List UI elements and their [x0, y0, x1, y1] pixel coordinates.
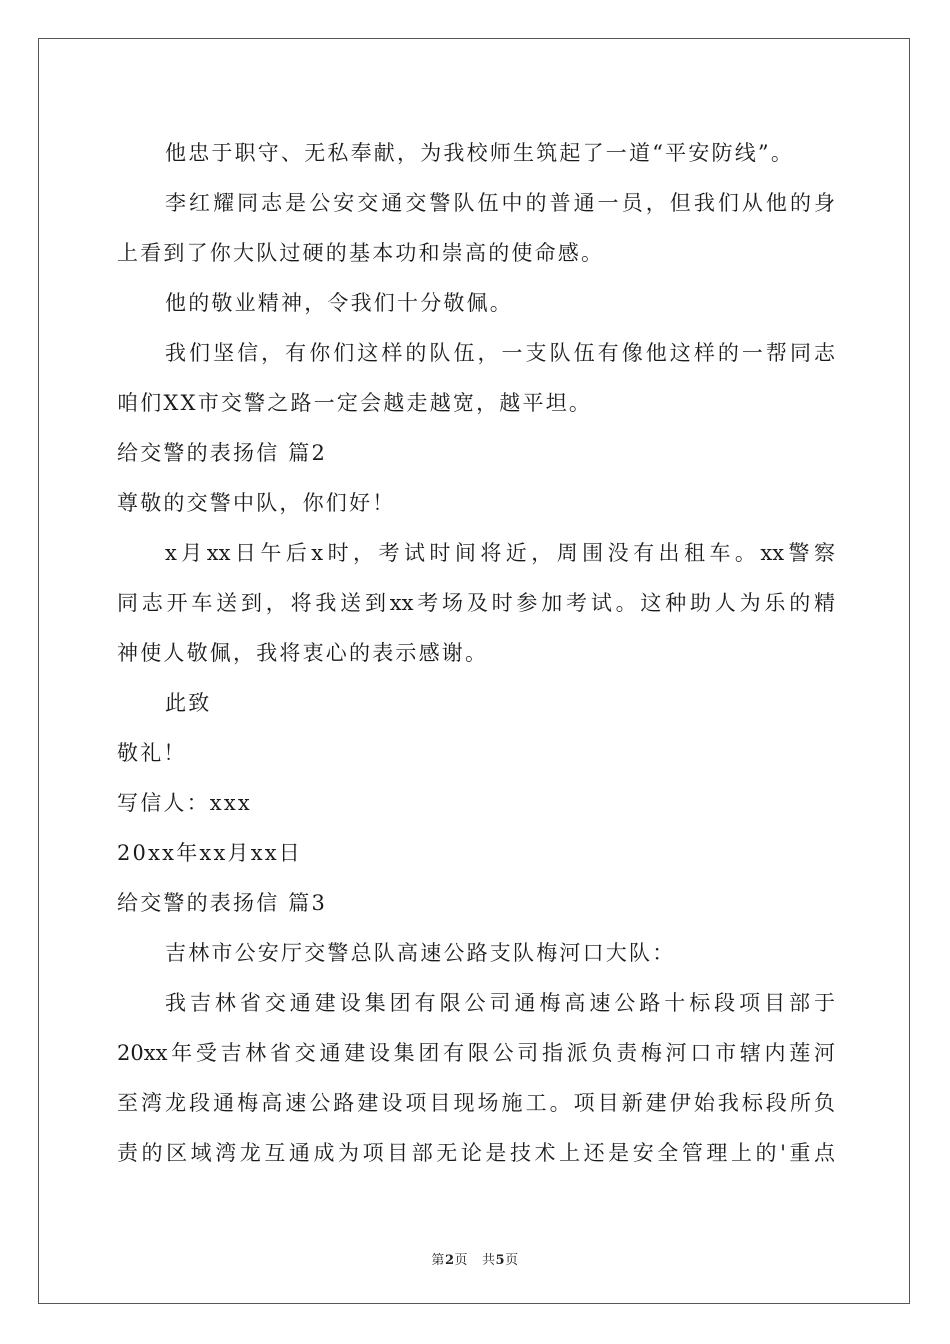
salutation: 吉林市公安厅交警总队高速公路支队梅河口大队：: [165, 941, 676, 965]
paragraph-line: 神使人敬佩，我将衷心的表示感谢。: [117, 641, 489, 665]
section-heading: 给交警的表扬信 篇2: [117, 441, 328, 465]
signature-writer: 写信人：xxx: [117, 791, 252, 815]
total-prefix: 共: [482, 1253, 496, 1268]
total-pages: 5: [495, 1253, 506, 1268]
closing-greeting: 敬礼！: [117, 741, 187, 765]
page-suffix: 页: [454, 1253, 468, 1268]
paragraph-line: 责的区域湾龙互通成为项目部无论是技术上还是安全管理上的'重点: [117, 1141, 835, 1165]
signature-date: 20xx年xx月xx日: [117, 841, 302, 865]
paragraph-line: 李红耀同志是公安交通交警队伍中的普通一员，但我们从他的身: [165, 191, 835, 215]
salutation: 尊敬的交警中队，你们好！: [117, 491, 396, 515]
paragraph-line: 20xx年受吉林省交通建设集团有限公司指派负责梅河口市辖内莲河: [117, 1041, 835, 1065]
paragraph-line: 至湾龙段通梅高速公路建设项目现场施工。项目新建伊始我标段所负: [117, 1091, 835, 1115]
page-prefix: 第: [431, 1253, 445, 1268]
section-heading: 给交警的表扬信 篇3: [117, 891, 328, 915]
page-number: 2: [444, 1253, 455, 1268]
closing-line: 此致: [165, 691, 212, 715]
paragraph-line: 他忠于职守、无私奉献，为我校师生筑起了一道“平安防线”。: [165, 141, 795, 165]
paragraph-line: 上看到了你大队过硬的基本功和崇高的使命感。: [117, 241, 605, 265]
page-footer: [0, 1249, 950, 1268]
paragraph-line: 我们坚信，有你们这样的队伍，一支队伍有像他这样的一帮同志: [165, 341, 835, 365]
paragraph-line: 同志开车送到，将我送到xx考场及时参加考试。这种助人为乐的精: [117, 591, 835, 615]
paragraph-line: 咱们XX市交警之路一定会越走越宽，越平坦。: [117, 391, 593, 415]
paragraph-line: x月xx日午后x时，考试时间将近，周围没有出租车。xx警察: [165, 541, 835, 565]
paragraph-line: 我吉林省交通建设集团有限公司通梅高速公路十标段项目部于: [165, 991, 835, 1015]
paragraph-line: 他的敬业精神，令我们十分敬佩。: [165, 291, 513, 315]
total-suffix: 页: [505, 1253, 519, 1268]
letter-body: [117, 128, 835, 1178]
